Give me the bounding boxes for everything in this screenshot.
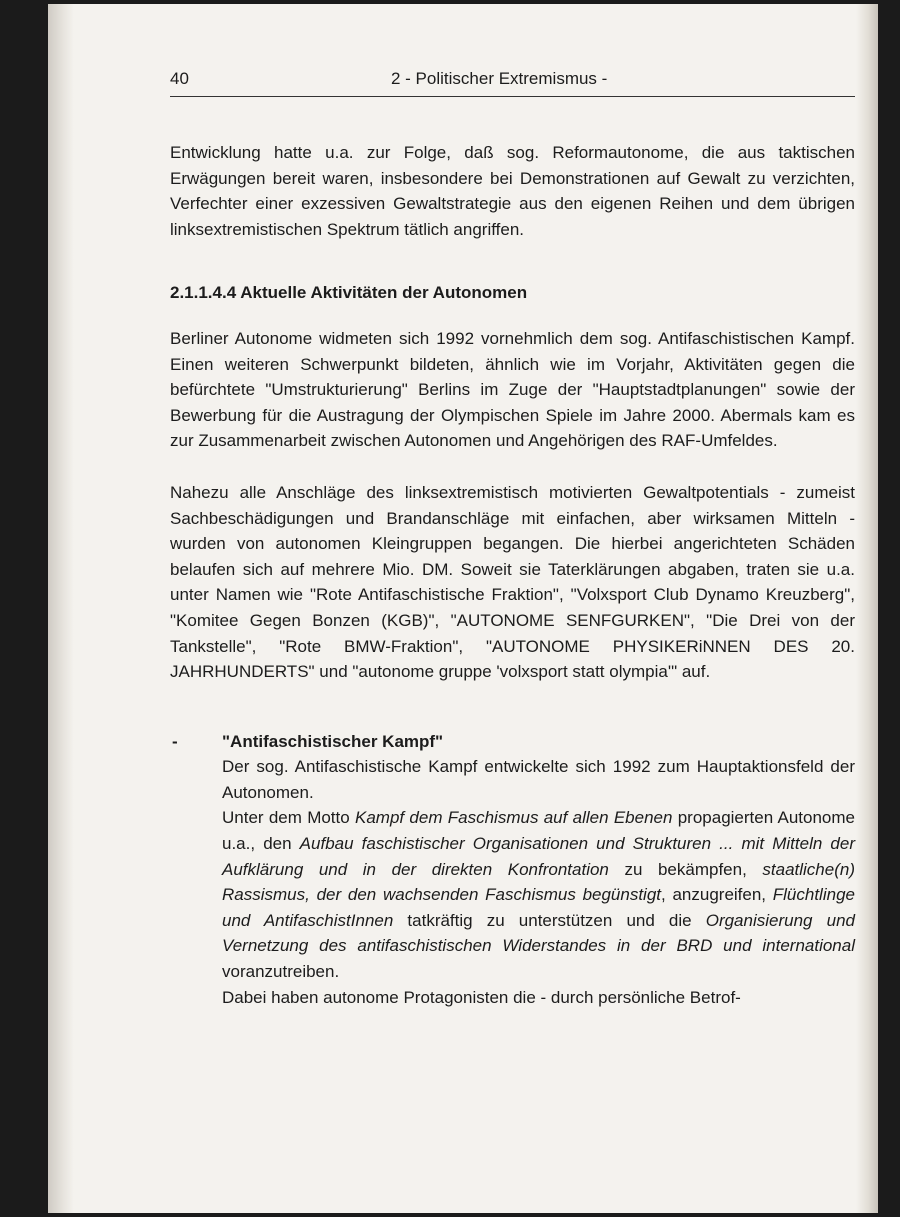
motto-quote-5: Organisierung und Vernetzung des antifaschistischen Widerstandes in der BRD und international	[222, 910, 855, 956]
page-number: 40	[170, 69, 189, 88]
paragraph-continuation: Entwicklung hatte u.a. zur Folge, daß sog. Reformautonome, die aus taktischen Erwägungen bereit waren, insbesondere bei Demonstrationen auf Gewalt zu verzichten, Verfechter einer exzessiven Gewaltstrategie aus den eigenen Reihen und dem übrigen linksextremistischen Spektrum tätlich angriffen.	[170, 143, 855, 239]
document-page	[48, 4, 878, 1213]
motto-text-2: propagierten Autonome u.a., den	[222, 808, 856, 854]
motto-text-1: Unter dem Motto	[222, 808, 355, 828]
bullet-paragraph-last: Dabei haben autonome Protagonisten die - durch persönliche Betrof-	[222, 987, 741, 1007]
page-edge-shadow	[856, 4, 878, 1213]
motto-quote-1: Kampf dem Faschismus auf allen Ebenen	[355, 808, 673, 828]
bullet-antifa-kampf	[170, 729, 855, 1011]
bullet-paragraph-motto	[222, 805, 855, 984]
section-heading: 2.1.1.4.4 Aktuelle Aktivitäten der Autonomen	[170, 283, 528, 303]
page-gutter-shadow	[48, 4, 74, 1213]
motto-text-6: voranzutreiben.	[222, 962, 340, 982]
motto-text-5: tatkräftig zu unterstützen und die	[393, 910, 706, 930]
bullet-paragraph-1: Der sog. Antifaschistische Kampf entwickelte sich 1992 zum Hauptaktionsfeld der Autonomen.	[222, 757, 855, 802]
motto-quote-2: Aufbau faschistischer Organisationen und Strukturen ... mit Mitteln der Aufklärung und in der direkten Konfrontation	[222, 834, 855, 879]
bullet-dash: -	[172, 731, 178, 751]
paragraph-attacks: Nahezu alle Anschläge des linksextremistisch motivierten Gewaltpotentials - zumeist Sachbeschädigungen und Brandanschläge mit einfachen, aber wirksamen Mitteln - wurden von autonomen Kleingruppen begangen. Die hierbei angerichteten Schäden belaufen sich auf mehrere Mio. DM. Soweit sie Taterklärungen abgaben, traten sie u.a. unter Namen wie "Rote Antifaschistische Fraktion", "Volxsport Club Dynamo Kreuzberg", "Komitee Gegen Bonzen (KGB)", "AUTONOME SENFGURKEN", "Die Drei von der Tankstelle", "Rote BMW-Fraktion", "AUTONOME PHYSIKERiNNEN DES 20. JAHRHUNDERTS" und "autonome gruppe 'volxsport statt olympia'" auf.	[170, 482, 855, 682]
motto-text-3: zu bekämpfen,	[608, 859, 763, 879]
bullet-title: "Antifaschistischer Kampf"	[222, 731, 444, 751]
body-text	[170, 140, 855, 1010]
paragraph-activities: Berliner Autonome widmeten sich 1992 vornehmlich dem sog. Antifaschistischen Kampf. Einen weiteren Schwerpunkt bildeten, ähnlich wie im Vorjahr, Aktivitäten gegen die befürchtete "Umstrukturierung" Berlins im Zuge der "Hauptstadtplanungen" sowie der Bewerbung für die Austragung der Olympischen Spiele im Jahre 2000. Abermals kam es zur Zusammenarbeit zwischen Autonomen und Angehörigen des RAF-Umfeldes.	[170, 328, 855, 451]
motto-quote-3: staatliche(n) Rassismus, der den wachsenden Faschismus begünstigt	[222, 859, 855, 905]
motto-quote-4: Flüchtlinge und AntifaschistInnen	[222, 885, 855, 930]
running-title: 2 - Politischer Extremismus -	[391, 69, 608, 88]
motto-text-4: , anzugreifen,	[661, 885, 773, 905]
running-header	[170, 64, 855, 97]
